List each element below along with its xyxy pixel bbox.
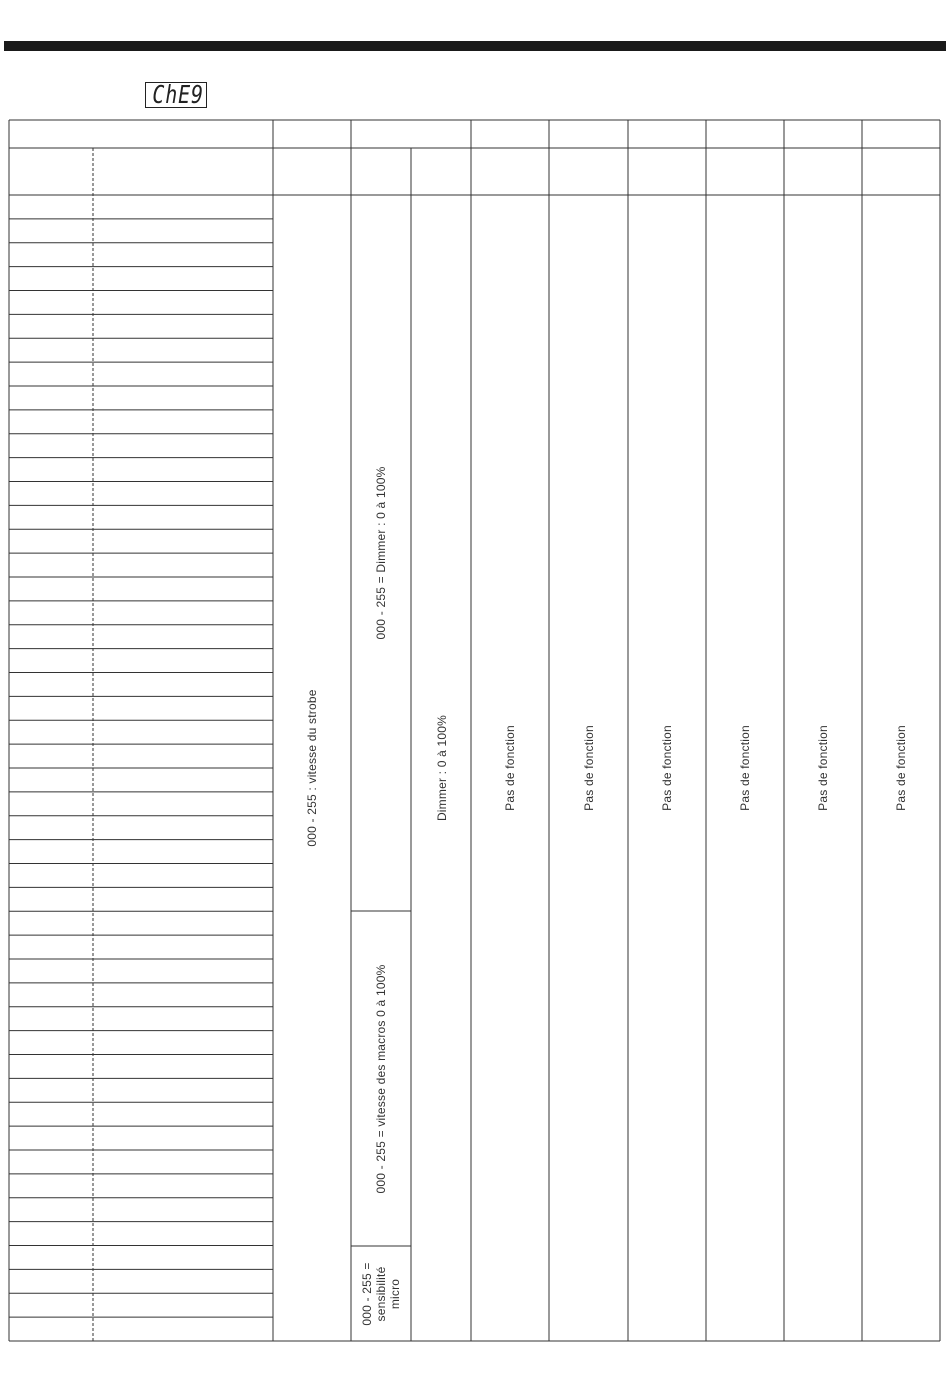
dimmer-channel-label: 000 - 255 = Dimmer : 0 à 100% (374, 466, 388, 640)
no-function-label: Pas de fonction (582, 725, 596, 811)
macro-speed-label: 000 - 255 = vitesse des macros 0 à 100% (374, 964, 388, 1194)
no-function-label: Pas de fonction (503, 725, 517, 811)
strobe-speed-label: 000 - 255 : vitesse du strobe (305, 689, 319, 847)
no-function-label: Pas de fonction (660, 725, 674, 811)
mic-sensitivity-label: 000 - 255 = sensibilité micro (360, 1262, 402, 1326)
no-function-label: Pas de fonction (816, 725, 830, 811)
no-function-label: Pas de fonction (894, 725, 908, 811)
dimmer-column-label: Dimmer : 0 à 100% (435, 714, 449, 822)
no-function-label: Pas de fonction (738, 725, 752, 811)
lcd-channel-display: ChE9 (145, 82, 207, 108)
